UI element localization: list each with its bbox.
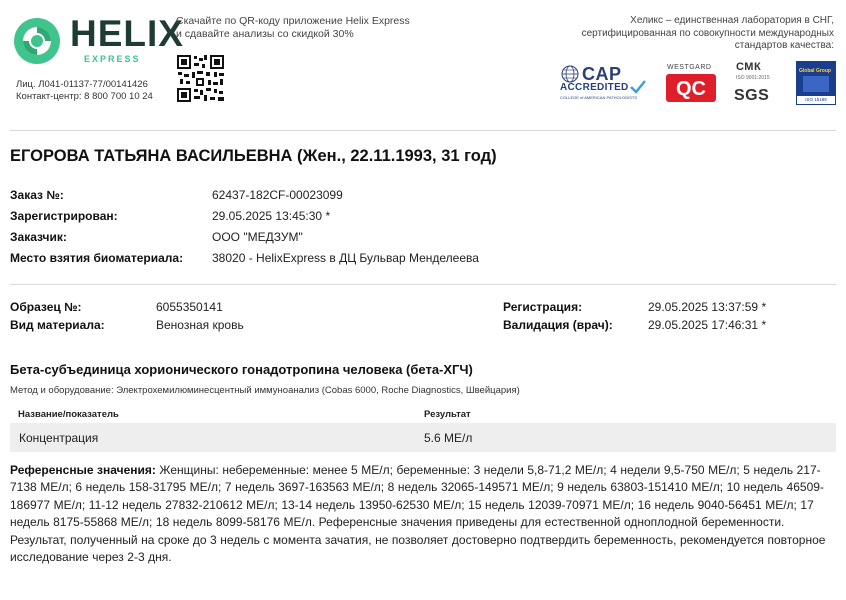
cap-accredited-badge <box>560 64 650 106</box>
license-info <box>16 79 153 103</box>
contact-line: Контакт-центр: 8 800 700 10 24 <box>16 91 153 102</box>
westgard-label: WESTGARD <box>667 64 712 71</box>
sample-number-value: 6055350141 <box>156 300 223 314</box>
global-group-iso-badge <box>796 61 836 105</box>
test-title: Бета-субъединица хорионического гонадотропина человека (бета-ХГЧ) <box>10 362 473 377</box>
order-number-value: 62437-182CF-00023099 <box>212 188 343 202</box>
cert-line-2: сертифицированная по совокупности международных <box>581 27 834 39</box>
validation-value: 29.05.2025 17:46:31 * <box>648 318 767 332</box>
global-group-emblem-icon <box>803 76 829 92</box>
checkmark-icon <box>630 80 646 94</box>
cert-line-3: стандартов качества: <box>734 40 834 51</box>
cap-college-label: COLLEGE of AMERICAN PATHOLOGISTS <box>560 95 637 100</box>
cap-globe-icon <box>560 65 580 83</box>
smk-label: СМК <box>736 61 762 73</box>
collection-place-value: 38020 - HelixExpress в ДЦ Бульвар Менделеева <box>212 251 479 265</box>
smk-sgs-badge <box>734 61 774 105</box>
registration-value: 29.05.2025 13:37:59 * <box>648 300 767 314</box>
table-row <box>10 423 836 452</box>
material-type-label: Вид материала: <box>10 318 105 332</box>
reference-values <box>10 462 836 566</box>
cap-word: CAP <box>582 64 622 84</box>
sample-number-label: Образец №: <box>10 300 82 314</box>
result-name-cell: Концентрация <box>19 431 99 445</box>
registered-label: Зарегистрирован: <box>10 209 118 223</box>
helix-logo-icon <box>12 16 62 66</box>
smk-iso-label: ISO 9001:2015 <box>736 75 770 81</box>
iso-15189-label: ISO 15189 <box>797 96 835 104</box>
westgard-qc-icon <box>666 74 716 102</box>
logo-wordmark: HELIX <box>70 13 184 54</box>
license-line: Лиц. Л041-01137-77/00141426 <box>16 79 148 90</box>
global-group-label: Global Group <box>799 68 831 74</box>
cap-accredited-label: ACCREDITED <box>560 82 629 93</box>
test-method: Метод и оборудование: Электрохемилюминесцентный иммуноанализ (Cobas 6000, Roche Diagnostics, Швейцария) <box>10 385 520 396</box>
registration-label: Регистрация: <box>503 300 583 314</box>
material-type-value: Венозная кровь <box>156 318 244 332</box>
certification-note <box>534 15 834 53</box>
column-header-result: Результат <box>424 409 471 420</box>
result-value-cell: 5.6 МЕ/л <box>424 431 473 445</box>
registered-value: 29.05.2025 13:45:30 * <box>212 209 331 223</box>
promo-line-1: Скачайте по QR-коду приложение Helix Express <box>176 15 410 27</box>
app-promo <box>176 15 410 41</box>
reference-values-label: Референсные значения: <box>10 463 156 477</box>
promo-line-2: и сдавайте анализы со скидкой 30% <box>176 28 354 40</box>
logo-subtitle: EXPRESS <box>84 54 141 64</box>
customer-label: Заказчик: <box>10 230 67 244</box>
header-divider <box>10 130 836 131</box>
qr-code-icon <box>176 54 225 103</box>
cert-line-1: Хеликс – единственная лаборатория в СНГ, <box>630 15 834 26</box>
validation-label: Валидация (врач): <box>503 318 613 332</box>
collection-place-label: Место взятия биоматериала: <box>10 251 184 265</box>
order-number-label: Заказ №: <box>10 188 64 202</box>
westgard-qc-text: QC <box>676 78 706 100</box>
customer-value: ООО "МЕДЗУМ" <box>212 230 303 244</box>
patient-name: ЕГОРОВА ТАТЬЯНА ВАСИЛЬЕВНА (Жен., 22.11.1993, 31 год) <box>10 147 497 165</box>
section-divider <box>10 284 836 285</box>
sgs-label: SGS <box>734 87 770 104</box>
reference-values-text: Женщины: небеременные: менее 5 МЕ/л; беременные: 3 недели 5,8-71,2 МЕ/л; 4 недели 9,5-750 МЕ/л; 5 недель 217-7138 МЕ/л; 6 недель 158-31795 МЕ/л; 7 недель 3697-163563 МЕ/л; 8 недель 32065-149571 МЕ/л; 9 недель 63803-151410 МЕ/л; 10 недель 46509-186977 МЕ/л; 11-12 недель 27832-210612 МЕ/л; 13-14 недель 13950-62530 МЕ/л; 15 недель 12039-70971 МЕ/л; 16 недель 9040-56451 МЕ/л; 17 недель 8175-55868 МЕ/л; 18 недель 8099-58176 МЕ/л. Референсные значения приведены для естественной одноплодной беременности. Результат, полученный на сроке до 3 недель с момента зачатия, не позволяет достоверно подтвердить беременность, рекомендуется повторное исследование через 2-3 дня. <box>10 463 826 565</box>
column-header-name: Название/показатель <box>18 409 119 420</box>
